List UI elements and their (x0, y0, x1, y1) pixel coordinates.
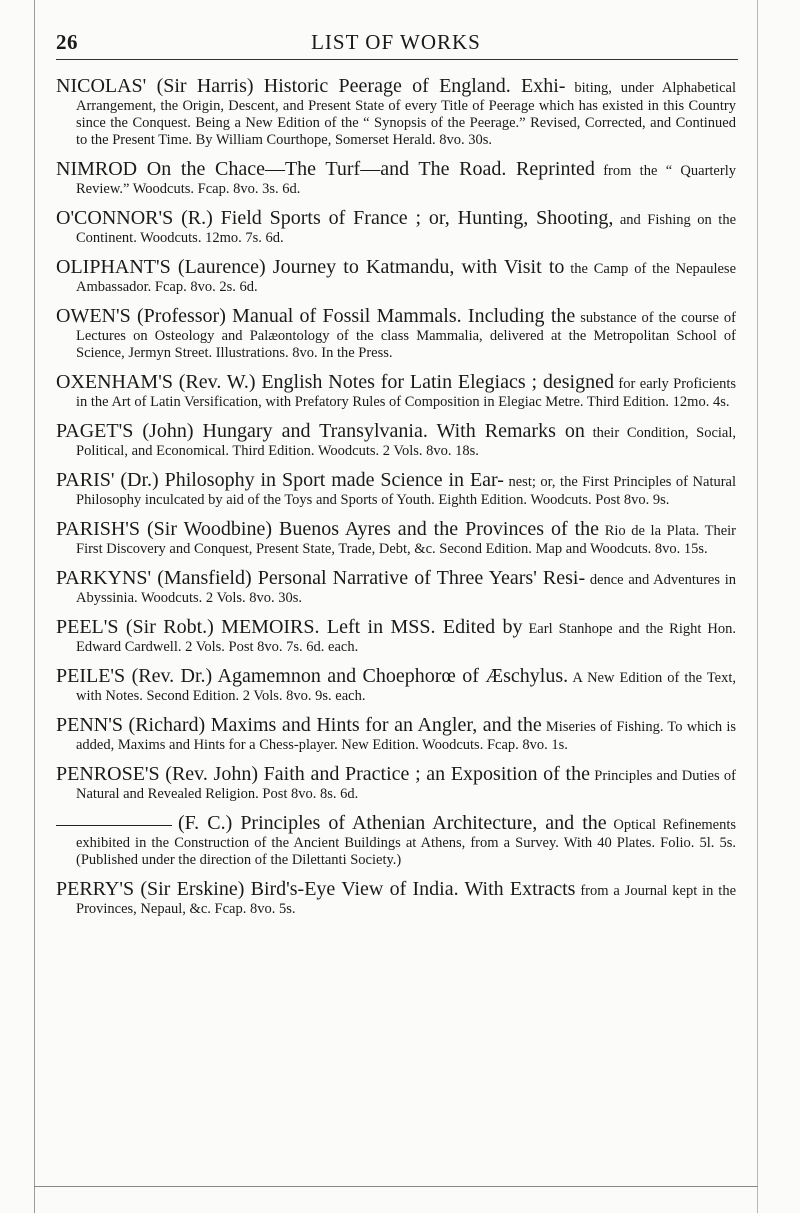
entry-body: and Fishing on the Continent. Woodcuts. 12mo. 7s. 6d. (76, 212, 737, 246)
entry-body: their Condition, Social, Political, and Economical. Third Edition. Woodcuts. 2 Vols. 8vo. 18s. (76, 425, 737, 459)
entry-lead: PEILE'S (Rev. Dr.) Agamemnon and Choephorœ of Æschylus. (56, 665, 569, 687)
page-number: 26 (56, 30, 78, 54)
entry-lead: PEEL'S (Sir Robt.) MEMOIRS. Left in MSS. Edited by (56, 616, 523, 638)
entry-lead: PARIS' (Dr.) Philosophy in Sport made Science in Ear- (56, 469, 504, 491)
list-item (56, 566, 736, 607)
entry-lead: (F. C.) Principles of Athenian Architecture, and the (178, 812, 607, 834)
entry-lead: PARKYNS' (Mansfield) Personal Narrative of Three Years' Resi- (56, 567, 586, 589)
list-item (56, 206, 736, 247)
entry-lead: PENN'S (Richard) Maxims and Hints for an Angler, and the (56, 714, 542, 736)
entry-lead: OXENHAM'S (Rev. W.) English Notes for Latin Elegiacs ; designed (56, 371, 614, 393)
list-item (56, 370, 736, 411)
entry-body: Optical Refinements exhibited in the Construction of the Ancient Buildings at Athens, from a Survey. With 40 Plates. Folio. 5l. 5s. (Published under the direction of the Dilettanti Society.) (76, 817, 737, 868)
entry-body: dence and Adventures in Abyssinia. Woodcuts. 2 Vols. 8vo. 30s. (76, 572, 736, 606)
entry-lead: NICOLAS' (Sir Harris) Historic Peerage of England. Exhi- (56, 75, 566, 97)
entry-body: from the “ Quarterly Review.” Woodcuts. Fcap. 8vo. 3s. 6d. (76, 163, 736, 197)
entry-body: substance of the course of Lectures on Osteology and Palæontology of the class Mammalia, delivered at the Metropolitan School of Science, Jermyn Street. Illustrations. 8vo. In the Press. (76, 310, 736, 361)
running-title: LIST OF WORKS (311, 30, 481, 54)
list-item (56, 419, 736, 460)
entry-list (56, 74, 736, 926)
entry-lead: PERRY'S (Sir Erskine) Bird's-Eye View of India. With Extracts (56, 878, 576, 900)
list-item (56, 615, 736, 656)
entry-body: the Camp of the Nepaulese Ambassador. Fcap. 8vo. 2s. 6d. (76, 261, 737, 295)
page-edge-left (34, 0, 35, 1213)
list-item (56, 811, 736, 869)
entry-body: Earl Stanhope and the Right Hon. Edward Cardwell. 2 Vols. Post 8vo. 7s. 6d. each. (76, 621, 737, 655)
page-header (56, 28, 736, 58)
list-item (56, 304, 736, 362)
list-item (56, 517, 736, 558)
list-item (56, 255, 736, 296)
entry-lead: PENROSE'S (Rev. John) Faith and Practice ; an Exposition of the (56, 763, 590, 785)
entry-lead: OLIPHANT'S (Laurence) Journey to Katmandu, with Visit to (56, 256, 565, 278)
list-item (56, 762, 736, 803)
page-edge-bottom (34, 1186, 758, 1187)
list-item (56, 157, 736, 198)
entry-lead: OWEN'S (Professor) Manual of Fossil Mammals. Including the (56, 305, 576, 327)
list-item (56, 877, 736, 918)
entry-lead: PARISH'S (Sir Woodbine) Buenos Ayres and the Provinces of the (56, 518, 600, 540)
header-rule (56, 59, 738, 60)
entry-body: A New Edition of the Text, with Notes. Second Edition. 2 Vols. 8vo. 9s. each. (76, 670, 737, 704)
list-item (56, 468, 736, 509)
entry-body: from a Journal kept in the Provinces, Nepaul, &c. Fcap. 8vo. 5s. (76, 883, 737, 917)
entry-lead: PAGET'S (John) Hungary and Transylvania. With Remarks on (56, 420, 585, 442)
entry-body: nest; or, the First Principles of Natural Philosophy inculcated by aid of the Toys and Sports of Youth. Eighth Edition. Woodcuts. Post 8vo. 9s. (76, 474, 737, 508)
ditto-dash (56, 825, 172, 826)
entry-body: Miseries of Fishing. To which is added, Maxims and Hints for a Chess-player. New Edition. Woodcuts. Fcap. 8vo. 1s. (76, 719, 737, 753)
list-item (56, 664, 736, 705)
list-item (56, 74, 736, 149)
entry-body: Rio de la Plata. Their First Discovery and Conquest, Present State, Trade, Debt, &c. Second Edition. Map and Woodcuts. 8vo. 15s. (76, 523, 737, 557)
entry-body: Principles and Duties of Natural and Revealed Religion. Post 8vo. 8s. 6d. (76, 768, 736, 802)
entry-body: biting, under Alphabetical Arrangement, the Origin, Descent, and Present State of every Title of Peerage which has existed in this Country since the Conquest. Being a New Edition of the “ Synopsis of the Peerage.” Revised, Corrected, and Continued to the Present Time. By William Courthope, Somerset Herald. 8vo. 30s. (76, 80, 736, 148)
entry-lead: O'CONNOR'S (R.) Field Sports of France ; or, Hunting, Shooting, (56, 207, 614, 229)
list-item (56, 713, 736, 754)
entry-lead: NIMROD On the Chace—The Turf—and The Road. Reprinted (56, 158, 595, 180)
page-edge-right (757, 0, 758, 1213)
entry-body: for early Proficients in the Art of Latin Versification, with Prefatory Rules of Composition in Elegiac Metre. Third Edition. 12mo. 4s. (76, 376, 737, 410)
